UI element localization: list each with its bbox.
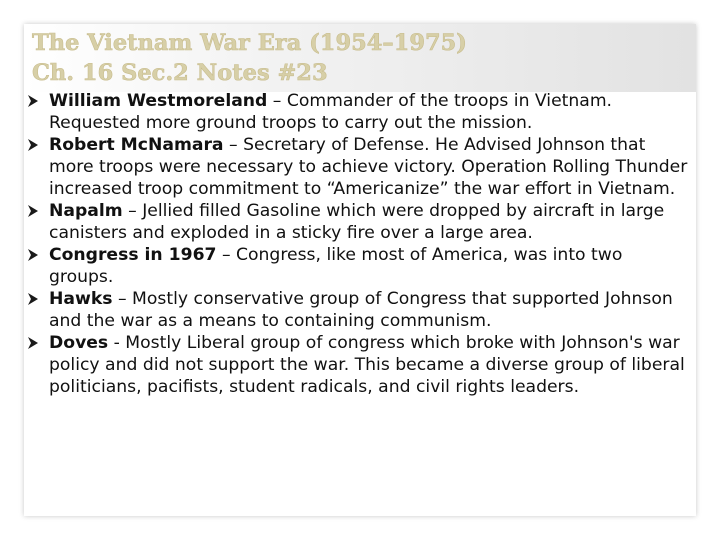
slide-title-line-2: Ch. 16 Sec.2 Notes #23	[32, 60, 328, 86]
title-bar	[24, 24, 696, 92]
note-napalm	[28, 200, 692, 244]
arrow-bullet-icon	[28, 293, 38, 305]
note-mcnamara	[28, 134, 692, 200]
arrow-bullet-icon	[28, 205, 38, 217]
note-text: – Mostly conservative group of Congress that supported Johnson and the war as a means to containing communism.	[49, 289, 673, 331]
note-text: - Mostly Liberal group of congress which broke with Johnson's war policy and did not support the war. This became a diverse group of liberal politicians, pacifists, student radicals, and civil rights leaders.	[49, 333, 685, 397]
note-text: – Congress, like most of America, was into two groups.	[49, 245, 623, 287]
note-text: – Commander of the troops in Vietnam. Requested more ground troops to carry out the mission.	[49, 91, 613, 133]
note-westmoreland	[28, 90, 692, 134]
note-term: Hawks	[49, 289, 113, 309]
note-term: Congress in 1967	[49, 245, 217, 265]
note-congress-1967	[28, 244, 692, 288]
note-doves	[28, 332, 692, 398]
note-term: Napalm	[49, 201, 123, 221]
arrow-bullet-icon	[28, 249, 38, 261]
note-term: Doves	[49, 333, 109, 353]
notes-list	[28, 90, 692, 398]
note-text: – Secretary of Defense. He Advised Johnson that more troops were necessary to achieve victory. Operation Rolling Thunder increased troop commitment to “Americanize” the war effort in Vietnam.	[49, 135, 688, 199]
note-text: – Jellied filled Gasoline which were dropped by aircraft in large canisters and exploded in a sticky fire over a large area.	[49, 201, 665, 243]
slide-title	[32, 28, 467, 88]
arrow-bullet-icon	[28, 337, 38, 349]
slide-title-line-1: The Vietnam War Era (1954–1975)	[32, 30, 467, 56]
note-term: Robert McNamara	[49, 135, 224, 155]
note-hawks	[28, 288, 692, 332]
arrow-bullet-icon	[28, 139, 38, 151]
note-term: William Westmoreland	[49, 91, 268, 111]
arrow-bullet-icon	[28, 95, 38, 107]
